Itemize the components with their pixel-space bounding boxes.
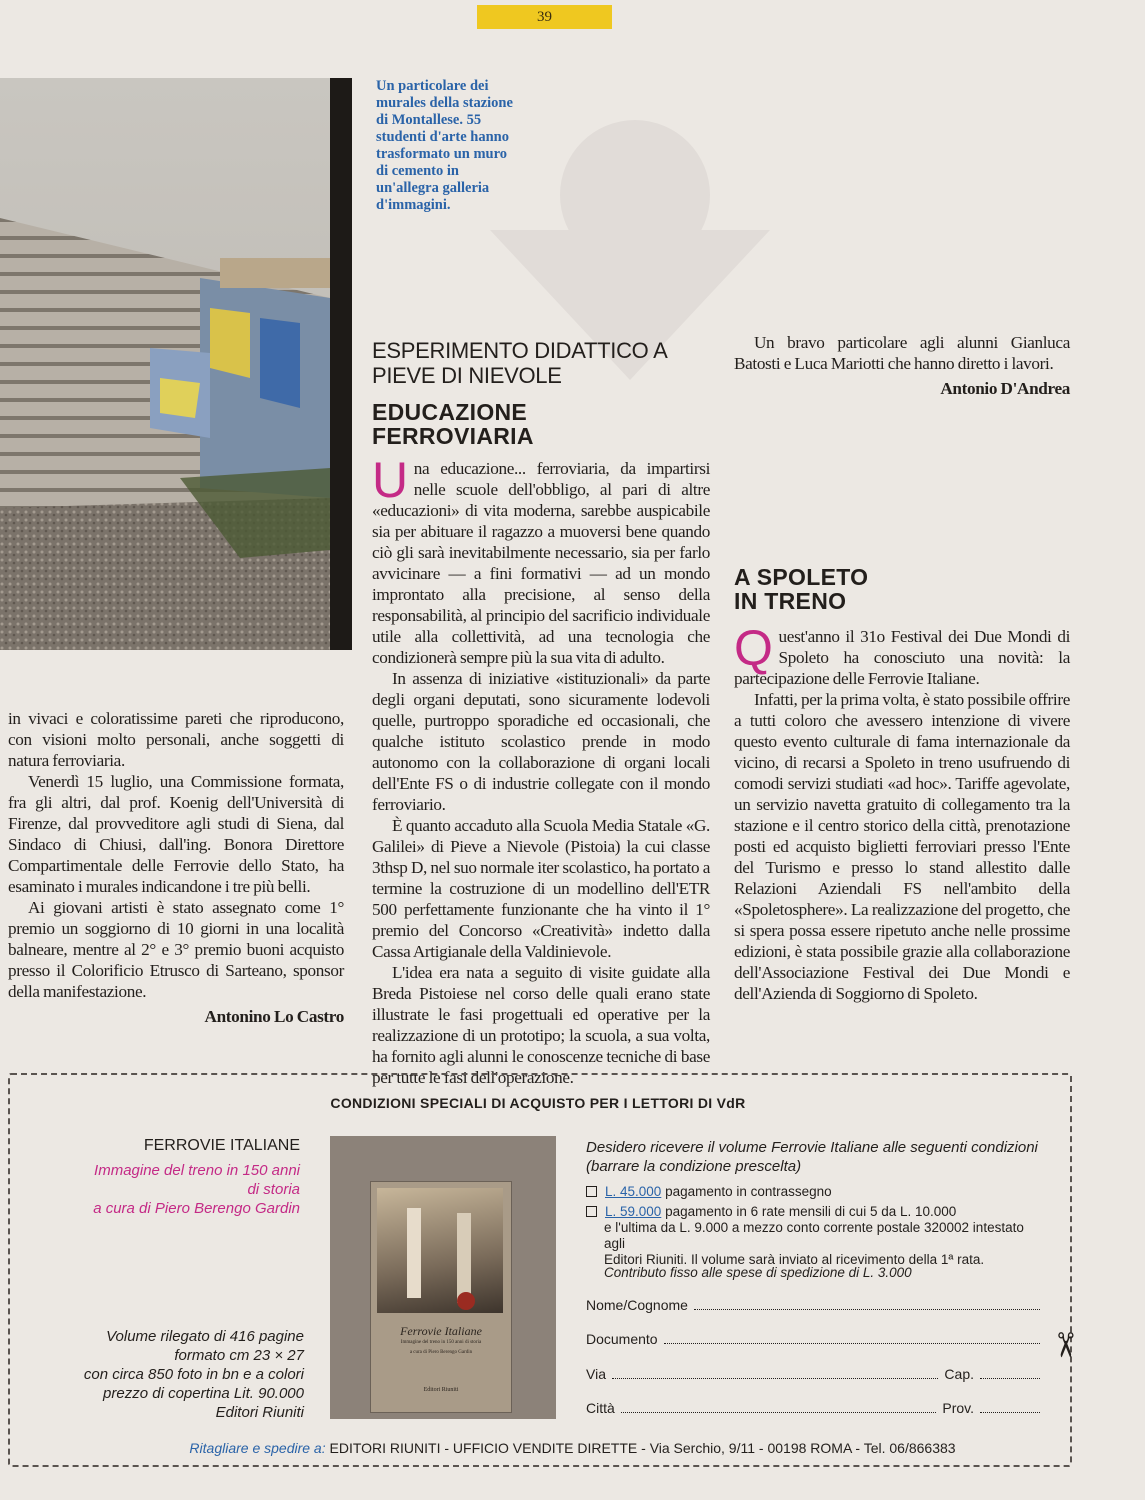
scissors-icon: ✂ <box>1045 1330 1083 1360</box>
city-field[interactable] <box>586 1400 1046 1416</box>
field-line[interactable] <box>664 1331 1040 1344</box>
option-text: pagamento in contrassegno <box>665 1184 832 1199</box>
intro-line: (barrare la condizione prescelta) <box>586 1158 802 1175</box>
cover-publisher: Editori Riuniti <box>423 1387 459 1393</box>
field-line[interactable] <box>694 1297 1040 1310</box>
dropcap: U <box>372 452 408 508</box>
subtitle-line: a cura di Piero Berengo Gardin <box>93 1200 300 1217</box>
field-line[interactable] <box>980 1400 1040 1413</box>
article-body-col1 <box>8 708 344 1027</box>
cover-photo <box>377 1188 503 1313</box>
field-label: Via <box>586 1366 606 1382</box>
coupon-title: CONDIZIONI SPECIALI DI ACQUISTO PER I LETTORI DI VdR <box>330 1095 746 1111</box>
option-text-line: e l'ultima da L. 9.000 a mezzo conto corrente postale 320002 intestato agli <box>604 1220 1024 1251</box>
spec-line: con circa 850 foto in bn e a colori <box>83 1366 304 1383</box>
shipping-fee: Contributo fisso alle spese di spedizione di L. 3.000 <box>604 1265 912 1280</box>
field-label: Città <box>586 1400 615 1416</box>
book-subtitle <box>80 1161 300 1218</box>
intro-line: Desidero ricevere il volume Ferrovie Italiane alle seguenti condizioni <box>586 1139 1038 1156</box>
option-price: L. 45.000 <box>605 1184 662 1199</box>
footer-lead: Ritagliare e spedire a: <box>189 1440 326 1456</box>
option-cod[interactable] <box>586 1184 1036 1200</box>
article2-headline <box>734 565 868 613</box>
book-title: FERROVIE ITALIANE <box>143 1137 300 1154</box>
article-signature: Antonio D'Andrea <box>940 379 1070 398</box>
name-field[interactable] <box>586 1297 1046 1313</box>
dropcap: Q <box>734 620 773 676</box>
paragraph: È quanto accaduto alla Scuola Media Statale «G. Galilei» di Pieve a Nievole (Pistoia) la cui classe 3thsp D, nel suo normale iter scolastico, ha portato a termine la costruzione di un modellino dell'ETR 500 perfettamente funzionante che ha vinto il 1° premio del Concorso «Creatività» indetto dalla Cassa Artigianale della Valdinievole. <box>372 816 710 961</box>
cover-subtitle: Immagine del treno in 150 anni di storia <box>400 1340 482 1345</box>
checkbox[interactable] <box>586 1186 597 1197</box>
article-signature: Antonino Lo Castro <box>204 1007 344 1026</box>
spec-line: prezzo di copertina Lit. 90.000 <box>103 1385 304 1402</box>
headline-line: IN TRENO <box>734 588 847 614</box>
address-field[interactable] <box>586 1366 1046 1382</box>
article2-body <box>734 620 1070 1004</box>
spec-line: Volume rilegato di 416 pagine <box>106 1328 304 1345</box>
field-line[interactable] <box>980 1366 1040 1379</box>
article-body-col3 <box>734 332 1070 399</box>
book-cover-art <box>370 1181 512 1413</box>
order-intro <box>586 1138 1056 1176</box>
coupon-footer <box>0 1440 1145 1456</box>
paragraph: Un bravo particolare agli alunni Gianluca Batosti e Luca Mariotti che hanno diretto i lavori. <box>734 333 1070 373</box>
option-text: pagamento in 6 rate mensili di cui 5 da L. 10.000 <box>665 1204 957 1219</box>
field-label: Cap. <box>944 1366 974 1382</box>
page-number: 39 <box>477 5 612 29</box>
murals-photo <box>0 78 352 650</box>
option-installments[interactable] <box>586 1204 1036 1268</box>
spec-line: formato cm 23 × 27 <box>174 1347 304 1364</box>
article-kicker: ESPERIMENTO DIDATTICO A PIEVE DI NIEVOLE <box>372 338 667 388</box>
field-label: Prov. <box>942 1400 974 1416</box>
article-headline <box>372 400 534 448</box>
field-label: Nome/Cognome <box>586 1297 688 1313</box>
book-specs <box>60 1327 304 1422</box>
paragraph: Ai giovani artisti è stato assegnato come 1° premio un soggiorno di 10 giorni in una località balneare, mentre al 2° e 3° premio buoni acquisto presso il Colorificio Etrusco di Sarteano, sponsor della manifestazione. <box>8 898 344 1001</box>
option-price: L. 59.000 <box>605 1204 662 1219</box>
headline-line: EDUCAZIONE <box>372 399 528 425</box>
paragraph: L'idea era nata a seguito di visite guidate alla Breda Pistoiese nel corso delle quali erano state illustrate le fasi progettuali ed operative per la realizzazione di un prototipo; la scuola, a sua volta, ha fornito agli alunni le conoscenze tecniche di base per tutte le fasi dell'operazione. <box>372 963 710 1087</box>
option-text-line: Editori Riuniti. Il volume sarà inviato al ricevimento della 1ª rata. <box>604 1252 985 1267</box>
field-line[interactable] <box>621 1400 937 1413</box>
field-label: Documento <box>586 1331 658 1347</box>
book-cover <box>330 1136 556 1419</box>
paragraph: Infatti, per la prima volta, è stato possibile offrire a tutti coloro che avessero intenzione di vivere questo evento culturale di fama internazionale da vicino, di recarsi a Spoleto in treno usufruendo di comodi servizi studiati «ad hoc». Tariffe agevolate, un servizio navetta gratuito di collegamento tra la stazione e il centro storico della città, prenotazione posti ed acquisto biglietti ferroviari presso l'Ente del Turismo e presso lo stand allestito dalle Relazioni Aziendali FS nell'ambito della «Spoletosphere». La realizzazione del progetto, che si spera possa essere ripetuto anche nelle prossime edizioni, è stata possibile grazie alla collaborazione dell'Associazione Festival dei Due Mondi e dell'Azienda di Soggiorno di Spoleto. <box>734 690 1070 1003</box>
headline-line: FERROVIARIA <box>372 423 534 449</box>
headline-line: A SPOLETO <box>734 564 869 590</box>
cover-seal <box>457 1292 475 1310</box>
cover-editor: a cura di Piero Berengo Gardin <box>409 1350 473 1355</box>
paragraph: na educazione... ferroviaria, da impartirsi nelle scuole dell'obbligo, al pari di altre «educazioni» di vita moderna, sarebbe auspicabile sia per abituare il ragazzo a muoversi bene quando ciò gli sarà inevitabilmente necessario, sia per farlo avvicinare — a fini formativi — ad un mondo improntato alla precisione, al senso della responsabilità, al principio del sacrificio individuale utile alla collettività, ad una tecnologia che condizionerà sempre più la sua vita di adulto. <box>372 459 710 667</box>
document-field[interactable] <box>586 1331 1046 1347</box>
footer-address: EDITORI RIUNITI - UFFICIO VENDITE DIRETTE - Via Serchio, 9/11 - 00198 ROMA - Tel. 06/866383 <box>329 1440 956 1456</box>
cover-title: Ferrovie Italiane <box>400 1324 482 1338</box>
paragraph: In assenza di iniziative «istituzionali» da parte degli organi deputati, sono sicuramente lodevoli quelle, purtroppo sporadiche ed occasionali, che qualche istituto scolastico prende in modo autonomo con la collaborazione di organi locali dell'Ente FS o di industrie collegate con il mondo ferroviario. <box>372 669 710 814</box>
paragraph: Venerdì 15 luglio, una Commissione formata, fra gli altri, dal prof. Koenig dell'Università di Firenze, dal provveditore agli studi di Siena, dal Sindaco di Chiusi, dall'ing. Bonora Direttore Compartimentale delle Ferrovie dello Stato, ha esaminato i murales indicandone i tre più belli. <box>8 772 344 896</box>
paragraph: uest'anno il 31o Festival dei Due Mondi di Spoleto ha conosciuto una novità: la partecipazione delle Ferrovie Italiane. <box>734 627 1070 688</box>
checkbox[interactable] <box>586 1206 597 1217</box>
subtitle-line: Immagine del treno in 150 anni di storia <box>94 1162 300 1198</box>
spec-line: Editori Riuniti <box>215 1404 304 1421</box>
photo-caption: Un particolare dei murales della stazione di Montallese. 55 studenti d'arte hanno trasformato un muro di cemento in un'allegra galleria d'immagini. <box>376 78 513 213</box>
article-body-col2 <box>372 452 710 1088</box>
field-line[interactable] <box>612 1366 938 1379</box>
paragraph: in vivaci e coloratissime pareti che riproducono, con visioni molto personali, anche soggetti di natura ferroviaria. <box>8 709 344 770</box>
